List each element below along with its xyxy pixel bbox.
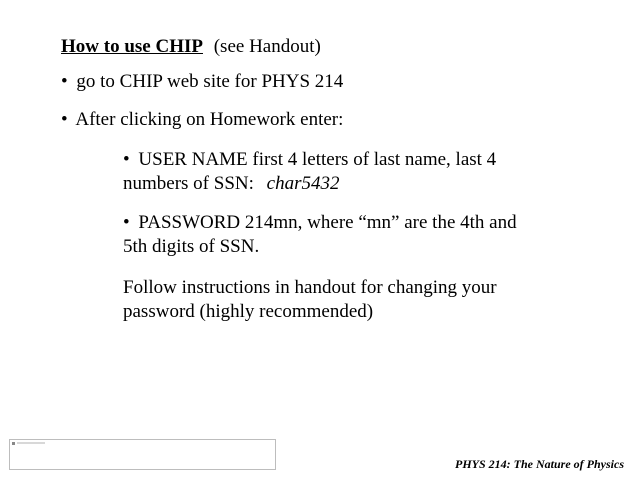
notes-marker-icon [12, 442, 15, 445]
bullet-icon: • [61, 109, 68, 130]
title-note: (see Handout) [213, 36, 321, 57]
username-example: char5432 [266, 173, 340, 194]
bullet-icon: • [123, 212, 130, 233]
slide-title-line [61, 35, 321, 59]
password-text: PASSWORD 214mn, where “mn” are the 4th and [138, 212, 517, 233]
notes-box [9, 439, 276, 470]
username-prefix: numbers of SSN: [123, 173, 254, 194]
notes-placeholder-line [17, 442, 45, 444]
bullet-text: After clicking on Homework enter: [75, 109, 344, 130]
follow-instructions-line1: Follow instructions in handout for changing your [123, 277, 497, 298]
bullet-text: go to CHIP web site for PHYS 214 [76, 71, 344, 92]
follow-instructions-line2: password (highly recommended) [123, 301, 374, 322]
subitem-username-line1 [123, 148, 496, 172]
bullet-icon: • [61, 71, 68, 92]
slide-footer: PHYS 214: The Nature of Physics [455, 457, 624, 471]
bullet-icon: • [123, 149, 130, 170]
subitem-username-line2 [123, 172, 339, 196]
bullet-item-chip-website [61, 70, 343, 94]
slide-title: How to use CHIP [61, 36, 203, 57]
subitem-password-line2: 5th digits of SSN. [123, 236, 260, 257]
bullet-item-homework [61, 108, 343, 132]
username-text: USER NAME first 4 letters of last name, last 4 [138, 149, 497, 170]
subitem-password-line1 [123, 211, 517, 235]
